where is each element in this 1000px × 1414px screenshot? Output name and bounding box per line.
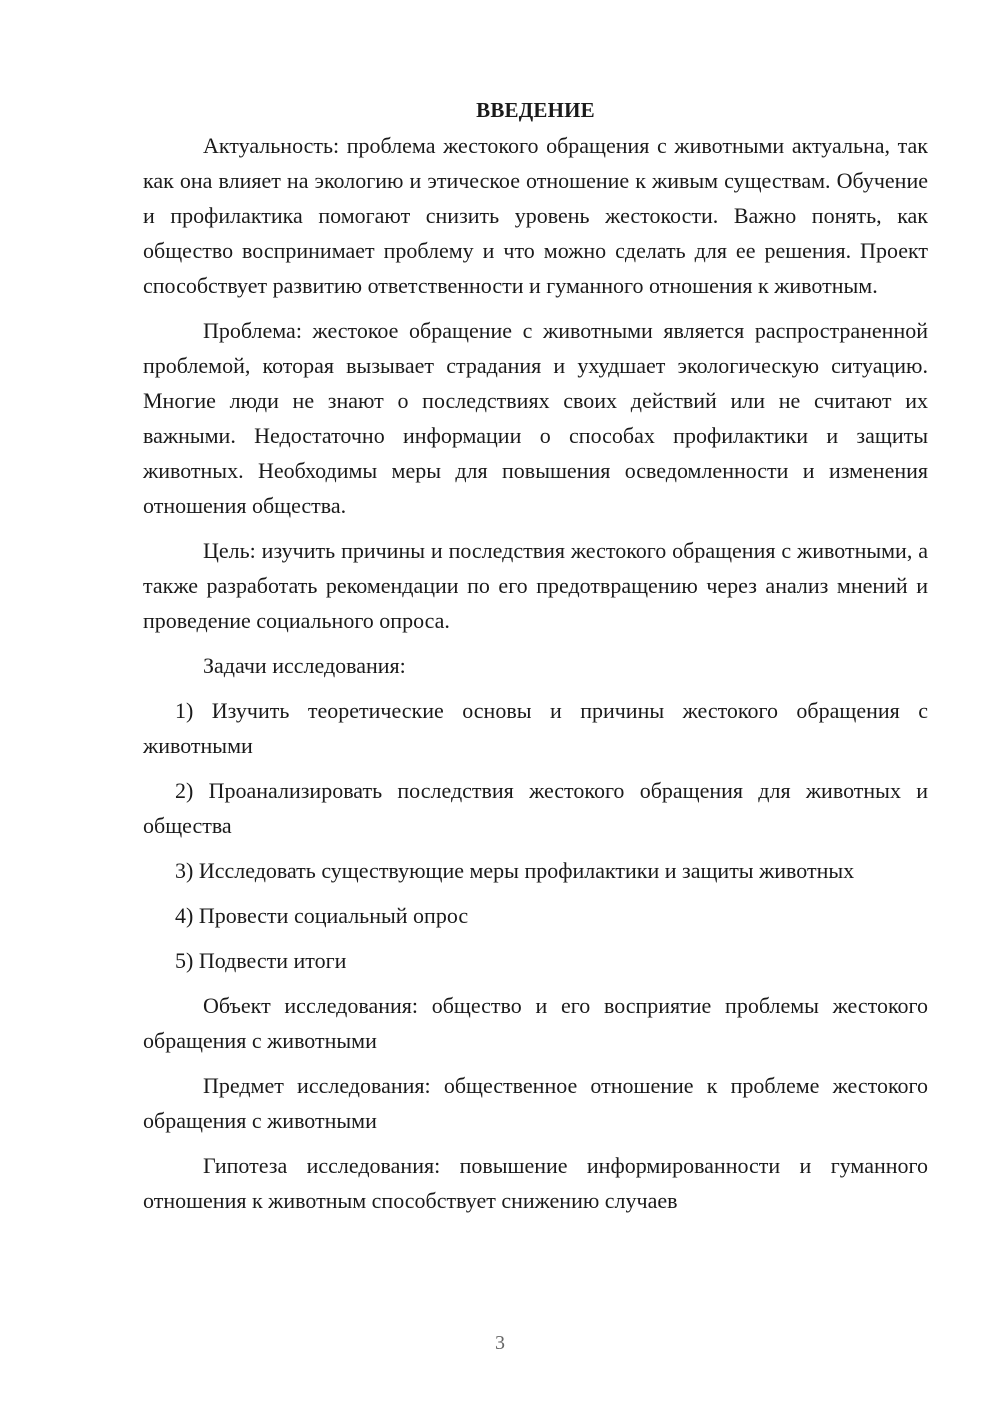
tasks-heading: Задачи исследования: bbox=[203, 653, 406, 678]
task-item-1: 1) Изучить теоретические основы и причины жестокого обращения с животными bbox=[143, 698, 928, 758]
task-item-5: 5) Подвести итоги bbox=[175, 948, 347, 973]
task-item-3: 3) Исследовать существующие меры профилактики и защиты животных bbox=[175, 858, 855, 883]
page-number: 3 bbox=[495, 1332, 505, 1354]
object-paragraph: Объект исследования: общество и его восприятие проблемы жестокого обращения с животными bbox=[143, 993, 928, 1053]
hypothesis-paragraph: Гипотеза исследования: повышение информированности и гуманного отношения к животным способствует снижению случаев bbox=[143, 1153, 928, 1213]
task-item-4: 4) Провести социальный опрос bbox=[175, 903, 469, 928]
page-content bbox=[143, 93, 928, 1228]
goal-paragraph: Цель: изучить причины и последствия жестокого обращения с животными, а также разработать рекомендации по его предотвращению через анализ мнений и проведение социального опроса. bbox=[143, 538, 928, 633]
page-title: ВВЕДЕНИЕ bbox=[476, 98, 595, 122]
relevance-paragraph: Актуальность: проблема жестокого обращения с животными актуальна, так как она влияет на экологию и этическое отношение к живым существам. Обучение и профилактика помогают снизить уровень жестокости. Важно понять, как общество воспринимает проблему и что можно сделать для ее решения. Проект способствует развитию ответственности и гуманного отношения к животным. bbox=[143, 133, 928, 298]
subject-paragraph: Предмет исследования: общественное отношение к проблеме жестокого обращения с животными bbox=[143, 1073, 928, 1133]
task-item-2: 2) Проанализировать последствия жестокого обращения для животных и общества bbox=[143, 778, 928, 838]
problem-paragraph: Проблема: жестокое обращение с животными является распространенной проблемой, которая вызывает страдания и ухудшает экологическую ситуацию. Многие люди не знают о последствиях своих действий или не считают их важными. Недостаточно информации о способах профилактики и защиты животных. Необходимы меры для повышения осведомленности и изменения отношения общества. bbox=[143, 318, 928, 518]
